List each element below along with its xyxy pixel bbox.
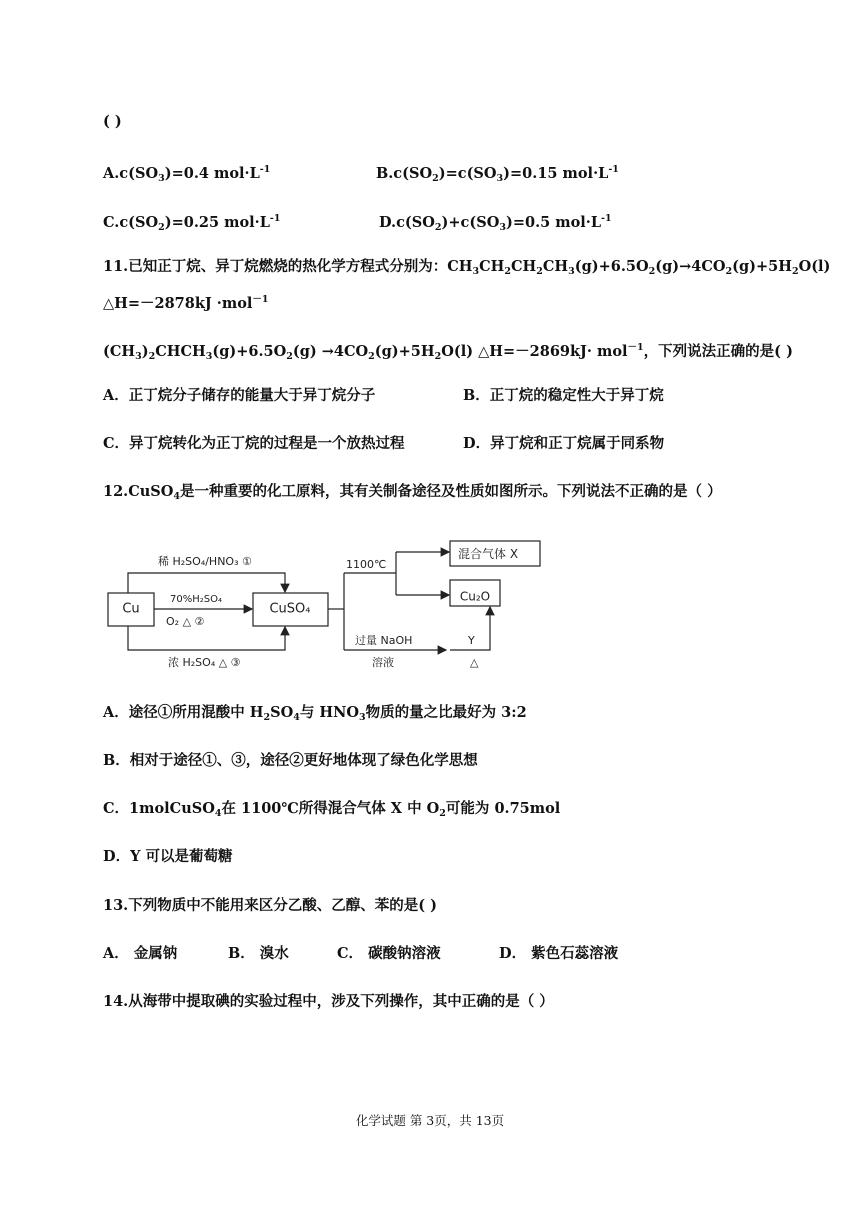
q12-stem: 12.CuSO$_4$是一种重要的化工原料，其有关制备途径及性质如图所示。下列说法不正确的是（ ） bbox=[103, 483, 722, 502]
q11-option-b: B．正丁烷的稳定性大于异丁烷 bbox=[463, 387, 664, 404]
naoh-label-top: 过量 NaOH bbox=[355, 634, 413, 647]
gas-x-label: 混合气体 X bbox=[458, 547, 519, 561]
cuso4-preparation-diagram bbox=[100, 540, 550, 675]
cu-label: Cu bbox=[122, 601, 140, 617]
q11-stem-line2: △H=－2878kJ ·mol$^{-1}$ bbox=[103, 294, 269, 312]
y-label: Y bbox=[468, 634, 475, 647]
naoh-label-bottom: 溶液 bbox=[372, 656, 394, 669]
q11-stem-line3: $(CH_3)_2CHCH_3(g)+6.5O_2(g) \to 4CO_2(g)+5H_2O(l)$ △H=－2869kJ· mol$^{-1}$，下列说法正确的是( ) bbox=[103, 342, 793, 362]
q10-option-b: $B.c(SO_2)=c(SO_3)=0.15$ $mol\cdot L^{-1}$ bbox=[376, 164, 619, 184]
route2-label-bottom: O₂ △ ② bbox=[166, 615, 205, 628]
route3-arrow bbox=[128, 626, 285, 650]
q14-stem: 14.从海带中提取碘的实验过程中，涉及下列操作，其中正确的是（ ） bbox=[103, 993, 554, 1010]
q12-option-c: C．1molCuSO$_4$在 1100℃所得混合气体 X 中 $O_2$可能为 0.75mol bbox=[103, 800, 561, 819]
q12-option-a: A．途径①所用混酸中 $H_2SO_4$与 $HNO_3$物质的量之比最好为 3:2 bbox=[103, 704, 527, 723]
route1-label: 稀 H₂SO₄/HNO₃ ① bbox=[158, 555, 252, 568]
route3-label: 浓 H₂SO₄ △ ③ bbox=[168, 656, 241, 669]
q13-option-b: B． 溴水 bbox=[228, 945, 289, 962]
q13-option-c: C． 碳酸钠溶液 bbox=[337, 945, 441, 962]
route2-label-top: 70%H₂SO₄ bbox=[170, 594, 222, 605]
q13-stem: 13.下列物质中不能用来区分乙酸、乙醇、苯的是( ) bbox=[103, 897, 437, 914]
q13-option-d: D． 紫色石蕊溶液 bbox=[499, 945, 619, 962]
q12-option-b: B．相对于途径①、③，途径②更好地体现了绿色化学思想 bbox=[103, 752, 478, 769]
q10-option-d: $D.c(SO_2)+c(SO_3)=0.5$ $mol\cdot L^{-1}$ bbox=[379, 213, 612, 233]
q10-option-c: $C.c(SO_2)=0.25$ $mol\cdot L^{-1}$ bbox=[103, 213, 281, 233]
q11-stem-line1: 11.已知正丁烷、异丁烷燃烧的热化学方程式分别为：$CH_3CH_2CH_2CH_3(g)+6.5O_2(g)\to 4CO_2(g)+5H_2O(l)$ bbox=[103, 258, 831, 277]
q11-option-d: D．异丁烷和正丁烷属于同系物 bbox=[463, 435, 665, 452]
heat-label: △ bbox=[470, 656, 479, 669]
cuso4-label: CuSO₄ bbox=[269, 601, 311, 617]
q12-option-d: D．Y 可以是葡萄糖 bbox=[103, 848, 233, 865]
cu2o-label: Cu₂O bbox=[459, 589, 491, 604]
answer-paren: ( ) bbox=[103, 113, 122, 130]
q11-option-a: A．正丁烷分子储存的能量大于异丁烷分子 bbox=[103, 387, 376, 404]
q11-option-c: C．异丁烷转化为正丁烷的过程是一个放热过程 bbox=[103, 435, 405, 452]
q10-option-a: $A.c(SO_3)=0.4$ $mol\cdot L^{-1}$ bbox=[103, 164, 271, 184]
temperature-label: 1100℃ bbox=[346, 558, 387, 571]
route1-arrow bbox=[128, 573, 285, 593]
page-footer: 化学试题 第 3页，共 13页 bbox=[355, 1113, 505, 1128]
q13-option-a: A． 金属钠 bbox=[103, 945, 178, 962]
